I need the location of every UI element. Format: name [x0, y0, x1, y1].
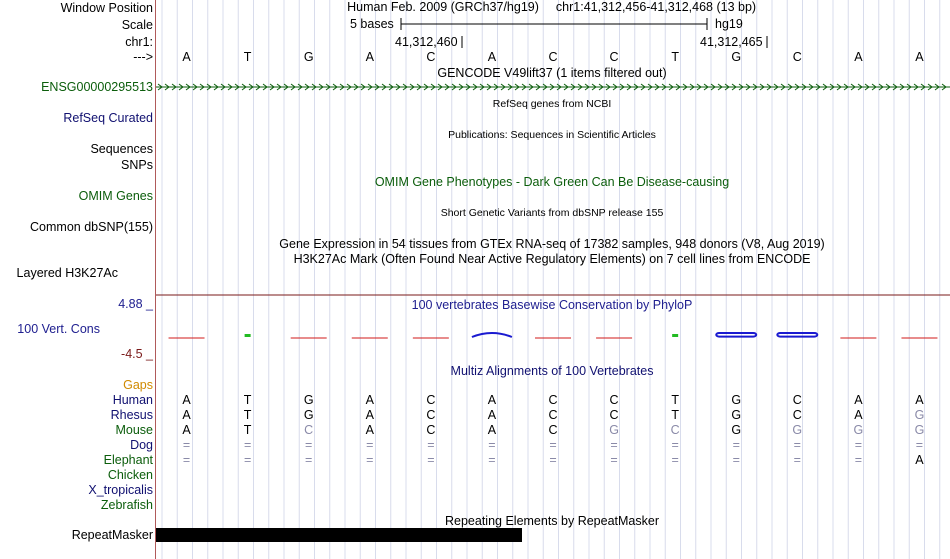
- phylop-mark: [777, 333, 817, 337]
- alignment-base: G: [609, 423, 619, 437]
- alignment-base: A: [487, 393, 497, 407]
- scale-bases-text: 5 bases: [350, 17, 394, 31]
- cons-max-label: 4.88 _: [118, 297, 153, 311]
- alignment-base: G: [914, 408, 925, 422]
- base-nucleotide: C: [792, 50, 802, 64]
- alignment-base: =: [305, 453, 313, 467]
- alignment-base: A: [915, 453, 924, 467]
- alignment-base: A: [854, 408, 863, 422]
- alignment-base: =: [732, 438, 740, 452]
- species-label[interactable]: Mouse: [115, 423, 153, 437]
- sequences-label[interactable]: Sequences: [90, 142, 153, 156]
- alignment-base: A: [487, 408, 497, 422]
- base-nucleotide: T: [671, 50, 679, 64]
- gaps-label[interactable]: Gaps: [123, 378, 153, 392]
- alignment-base: C: [426, 408, 436, 422]
- alignment-base: =: [182, 438, 191, 452]
- snps-label[interactable]: SNPs: [121, 158, 153, 172]
- alignment-base: A: [182, 393, 191, 407]
- alignment-base: =: [915, 438, 924, 452]
- species-label[interactable]: Rhesus: [110, 408, 153, 422]
- alignment-base: =: [610, 438, 618, 452]
- species-label[interactable]: Elephant: [103, 453, 153, 467]
- alignment-base: A: [854, 393, 863, 407]
- alignment-base: =: [427, 453, 435, 467]
- scale-db-text: hg19: [715, 17, 743, 31]
- position-text: chr1:41,312,456-41,312,468 (13 bp): [555, 0, 757, 14]
- alignment-base: G: [303, 393, 314, 407]
- alignment-base: C: [548, 423, 558, 437]
- dbsnp-track-title: Short Genetic Variants from dbSNP release 155: [440, 207, 664, 219]
- gencode-track-title: GENCODE V49lift37 (1 items filtered out): [437, 66, 667, 80]
- species-label[interactable]: Zebrafish: [100, 498, 153, 512]
- alignment-base: C: [609, 393, 619, 407]
- refseq-track-title: RefSeq genes from NCBI: [492, 98, 612, 110]
- alignment-base: G: [731, 423, 742, 437]
- alignment-base: T: [243, 423, 252, 437]
- base-nucleotide: T: [243, 50, 252, 64]
- track-labels-sidebar: [0, 0, 155, 559]
- alignment-base: A: [365, 393, 374, 407]
- layered-h3k27ac-label[interactable]: Layered H3K27Ac: [16, 266, 118, 280]
- repeatmasker-label[interactable]: RepeatMasker: [71, 528, 153, 542]
- alignment-base: =: [488, 438, 496, 452]
- base-nucleotide: A: [182, 50, 191, 64]
- alignment-base: C: [548, 408, 558, 422]
- base-nucleotide: A: [915, 50, 924, 64]
- alignment-base: A: [182, 408, 191, 422]
- h3k27ac-track-title: H3K27Ac Mark (Often Found Near Active Regulatory Elements) on 7 cell lines from ENCODE: [293, 252, 811, 266]
- base-nucleotide: G: [731, 50, 742, 64]
- phylop-mark: [672, 334, 678, 337]
- alignment-base: =: [366, 453, 374, 467]
- base-nucleotide: G: [303, 50, 314, 64]
- cons-track-label[interactable]: 100 Vert. Cons: [17, 322, 100, 336]
- alignment-base: A: [487, 423, 497, 437]
- alignment-base: A: [915, 393, 924, 407]
- window-position-label: Window Position: [60, 1, 153, 15]
- alignment-base: =: [243, 438, 252, 452]
- omim-genes-label[interactable]: OMIM Genes: [78, 189, 153, 203]
- gencode-gene-link[interactable]: ENSG00000295513: [41, 80, 153, 94]
- alignment-base: C: [670, 423, 680, 437]
- assembly-text: Human Feb. 2009 (GRCh37/hg19): [347, 0, 539, 14]
- coord-right: 41,312,465: [700, 35, 763, 49]
- alignment-base: C: [609, 408, 619, 422]
- alignment-base: C: [548, 393, 558, 407]
- publications-track-title: Publications: Sequences in Scientific Articles: [448, 129, 656, 141]
- phylop-mark: [472, 333, 512, 337]
- refseq-curated-link[interactable]: RefSeq Curated: [63, 111, 153, 125]
- alignment-base: T: [671, 393, 679, 407]
- alignment-base: =: [793, 438, 801, 452]
- gtex-track-title: Gene Expression in 54 tissues from GTEx RNA-seq of 17382 samples, 948 donors (V8, Aug 2019): [279, 237, 825, 251]
- strand-arrow-label: --->: [133, 50, 153, 64]
- base-nucleotide: A: [854, 50, 863, 64]
- alignment-base: G: [853, 423, 864, 437]
- chrom-label: chr1:: [125, 35, 153, 49]
- alignment-base: =: [549, 438, 557, 452]
- base-nucleotide: C: [548, 50, 558, 64]
- alignment-base: =: [549, 453, 557, 467]
- alignment-base: C: [792, 408, 802, 422]
- alignment-base: =: [427, 438, 435, 452]
- alignment-base: G: [303, 408, 314, 422]
- base-nucleotide: A: [487, 50, 497, 64]
- alignment-base: T: [243, 393, 252, 407]
- alignment-base: C: [792, 393, 802, 407]
- alignment-base: =: [671, 438, 679, 452]
- alignment-base: T: [243, 408, 252, 422]
- alignment-base: =: [793, 453, 801, 467]
- alignment-base: =: [488, 453, 496, 467]
- common-dbsnp-label[interactable]: Common dbSNP(155): [30, 220, 153, 234]
- alignment-base: =: [366, 438, 374, 452]
- alignment-base: T: [671, 408, 679, 422]
- alignment-base: A: [365, 408, 374, 422]
- track-graphics: [156, 0, 950, 559]
- alignment-base: G: [731, 393, 742, 407]
- coord-left: 41,312,460: [395, 35, 458, 49]
- alignment-base: =: [182, 453, 191, 467]
- alignment-base: C: [426, 423, 436, 437]
- phylop-track-title: 100 vertebrates Basewise Conservation by PhyloP: [411, 298, 693, 312]
- base-nucleotide: C: [426, 50, 436, 64]
- alignment-base: =: [854, 453, 863, 467]
- alignment-base: G: [731, 408, 742, 422]
- cons-min-label: -4.5 _: [121, 347, 153, 361]
- alignment-base: =: [243, 453, 252, 467]
- base-nucleotide: C: [609, 50, 619, 64]
- phylop-mark: [716, 333, 756, 337]
- alignment-base: =: [854, 438, 863, 452]
- alignment-base: A: [182, 423, 191, 437]
- omim-track-title: OMIM Gene Phenotypes - Dark Green Can Be Disease-causing: [374, 175, 730, 189]
- scale-label: Scale: [121, 18, 153, 32]
- alignment-base: A: [365, 423, 374, 437]
- species-label[interactable]: Human: [112, 393, 153, 407]
- species-label[interactable]: Chicken: [107, 468, 153, 482]
- alignment-base: G: [914, 423, 925, 437]
- alignment-base: =: [732, 453, 740, 467]
- alignment-base: =: [610, 453, 618, 467]
- alignment-base: G: [792, 423, 803, 437]
- alignment-base: C: [426, 393, 436, 407]
- repeatmasker-track-title: Repeating Elements by RepeatMasker: [444, 514, 660, 528]
- base-nucleotide: A: [365, 50, 374, 64]
- repeatmasker-block: [156, 528, 522, 542]
- alignment-base: =: [305, 438, 313, 452]
- track-image[interactable]: [156, 0, 950, 559]
- multiz-track-title: Multiz Alignments of 100 Vertebrates: [450, 364, 654, 378]
- phylop-mark: [245, 334, 251, 337]
- species-label[interactable]: Dog: [130, 438, 153, 452]
- alignment-base: C: [304, 423, 314, 437]
- species-label[interactable]: X_tropicalis: [88, 483, 153, 497]
- alignment-base: =: [671, 453, 679, 467]
